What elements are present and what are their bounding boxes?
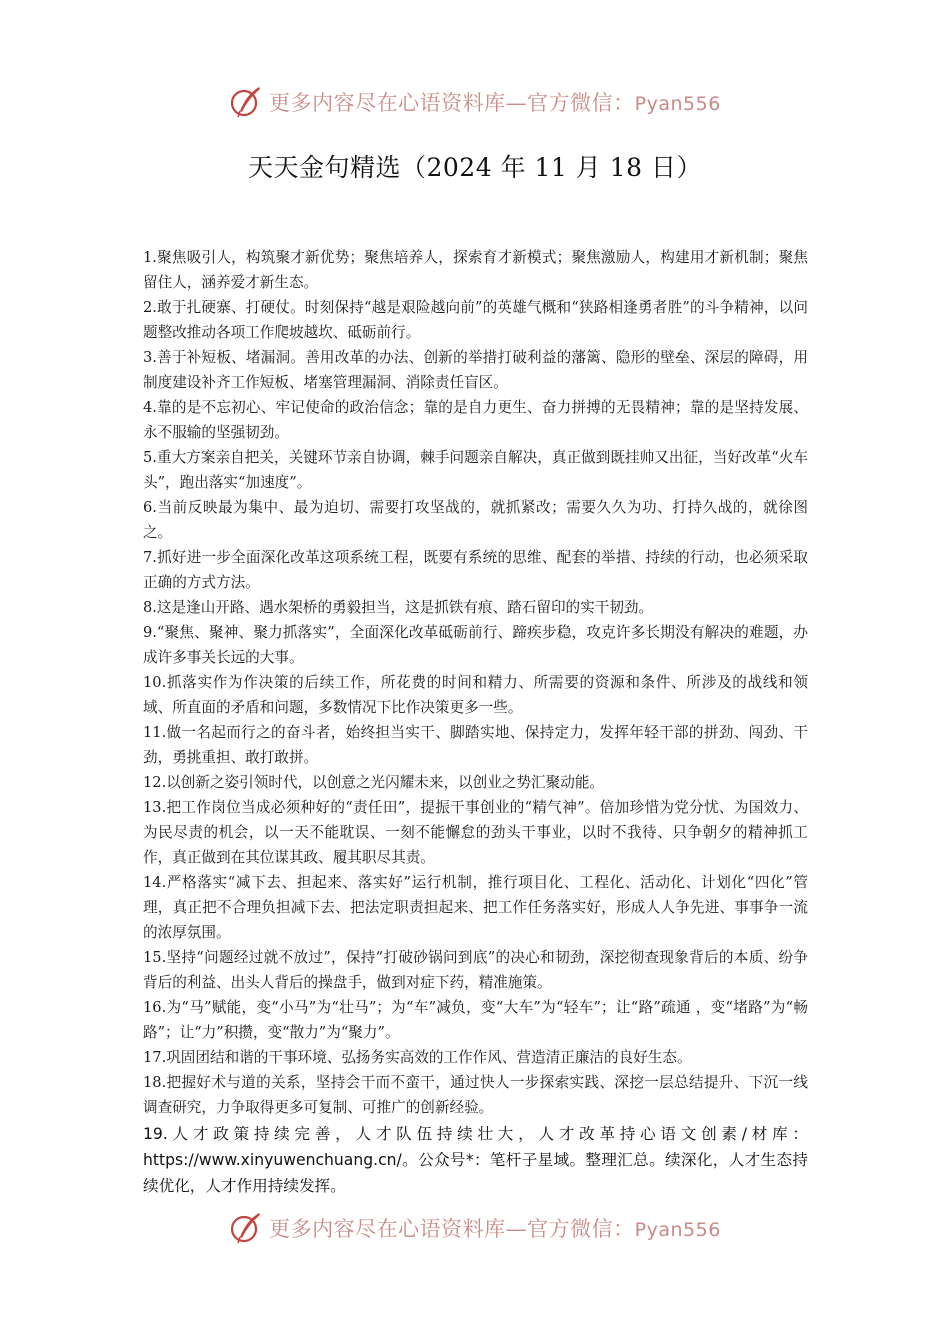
list-item: 18.把握好术与道的关系，坚持会干而不蛮干，通过快人一步探索实践、深挖一层总结提升、下沉一线调查研究，力争取得更多可复制、可推广的创新经验。 xyxy=(143,1074,808,1116)
quill-logo-icon xyxy=(229,84,265,120)
header-banner xyxy=(0,82,950,122)
list-item: 7.抓好进一步全面深化改革这项系统工程，既要有系统的思维、配套的举措、持续的行动，也必须采取正确的方式方法。 xyxy=(143,549,808,591)
list-item: 5.重大方案亲自把关，关键环节亲自协调，棘手问题亲自解决，真正做到既挂帅又出征，当好改革“火车头”，跑出落实“加速度”。 xyxy=(143,449,808,491)
wechat-id: Pyan556 xyxy=(634,93,721,115)
page-title: 天天金句精选（2024 年 11 月 18 日） xyxy=(248,153,702,182)
list-item: 4.靠的是不忘初心、牢记使命的政治信念；靠的是自力更生、奋力拼搏的无畏精神；靠的是坚持发展、永不服输的坚强韧劲。 xyxy=(143,399,808,441)
wechat-id: Pyan556 xyxy=(634,1219,721,1241)
list-item: 6.当前反映最为集中、最为迫切、需要打攻坚战的，就抓紧改；需要久久为功、打持久战的，就徐图之。 xyxy=(143,499,808,541)
list-item: 2.敢于扎硬寨、打硬仗。时刻保持“越是艰险越向前”的英雄气概和“狭路相逢勇者胜”的斗争精神，以问题整改推动各项工作爬坡越坎、砥砺前行。 xyxy=(143,299,808,341)
quote-list xyxy=(143,245,808,1199)
list-item: 1.聚焦吸引人，构筑聚才新优势；聚焦培养人，探索育才新模式；聚焦激励人，构建用才新机制；聚焦留住人，涵养爱才新生态。 xyxy=(143,249,808,291)
list-item: 13.把工作岗位当成必须种好的“责任田”，提振干事创业的“精气神”。倍加珍惜为党分忧、为国效力、为民尽责的机会，以一天不能耽误、一刻不能懈怠的劲头干事业，以时不我待、只争朝夕的精神抓工作，真正做到在其位谋其政、履其职尽其责。 xyxy=(143,799,808,866)
list-item: 10.抓落实作为作决策的后续工作，所花费的时间和精力、所需要的资源和条件、所涉及的战线和领域、所直面的矛盾和问题，多数情况下比作决策更多一些。 xyxy=(143,674,808,716)
list-item: 16.为“马”赋能，变“小马”为“壮马”；为“车”减负，变“大车”为“轻车”；让“路”疏通 ，变“堵路”为“畅路”；让“力”积攒，变“散力”为“聚力”。 xyxy=(143,999,808,1041)
list-item: 3.善于补短板、堵漏洞。善用改革的办法、创新的举措打破利益的藩篱、隐形的壁垒、深层的障碍，用制度建设补齐工作短板、堵塞管理漏洞、消除责任盲区。 xyxy=(143,349,808,391)
banner-text: 更多内容尽在心语资料库—官方微信：Pyan556 xyxy=(269,1217,721,1241)
list-item: 19.人才政策持续完善，人才队伍持续壮大，人才改革持心语文创素/材库：https://www.xinyuwenchuang.cn/。公众号*：笔杆子星域。整理汇总。续深化，人才生态持续优化，人才作用持续发挥。 xyxy=(143,1125,808,1195)
list-item: 17.巩固团结和谐的干事环境、弘扬务实高效的工作作风、营造清正廉洁的良好生态。 xyxy=(143,1049,692,1066)
quill-logo-icon xyxy=(229,1210,265,1246)
list-item: 11.做一名起而行之的奋斗者，始终担当实干、脚踏实地、保持定力，发挥年轻干部的拼劲、闯劲、干劲，勇挑重担、敢打敢拼。 xyxy=(143,724,808,766)
list-item: 15.坚持“问题经过就不放过”，保持“打破砂锅问到底”的决心和韧劲，深挖彻查现象背后的本质、纷争背后的利益、出头人背后的操盘手，做到对症下药，精准施策。 xyxy=(143,949,808,991)
list-item: 12.以创新之姿引领时代，以创意之光闪耀未来，以创业之势汇聚动能。 xyxy=(143,774,605,791)
banner-text: 更多内容尽在心语资料库—官方微信：Pyan556 xyxy=(269,91,721,115)
list-item: 8.这是逢山开路、遇水架桥的勇毅担当，这是抓铁有痕、踏石留印的实干韧劲。 xyxy=(143,599,654,616)
list-item: 9.“聚焦、聚神、聚力抓落实”，全面深化改革砥砺前行、蹄疾步稳，攻克许多长期没有解决的难题，办成许多事关长远的大事。 xyxy=(143,624,808,666)
list-item: 14.严格落实“减下去、担起来、落实好”运行机制，推行项目化、工程化、活动化、计划化“四化”管理，真正把不合理负担减下去、把法定职责担起来、把工作任务落实好，形成人人争先进、事事争一流的浓厚氛围。 xyxy=(143,874,808,941)
footer-banner xyxy=(0,1208,950,1248)
